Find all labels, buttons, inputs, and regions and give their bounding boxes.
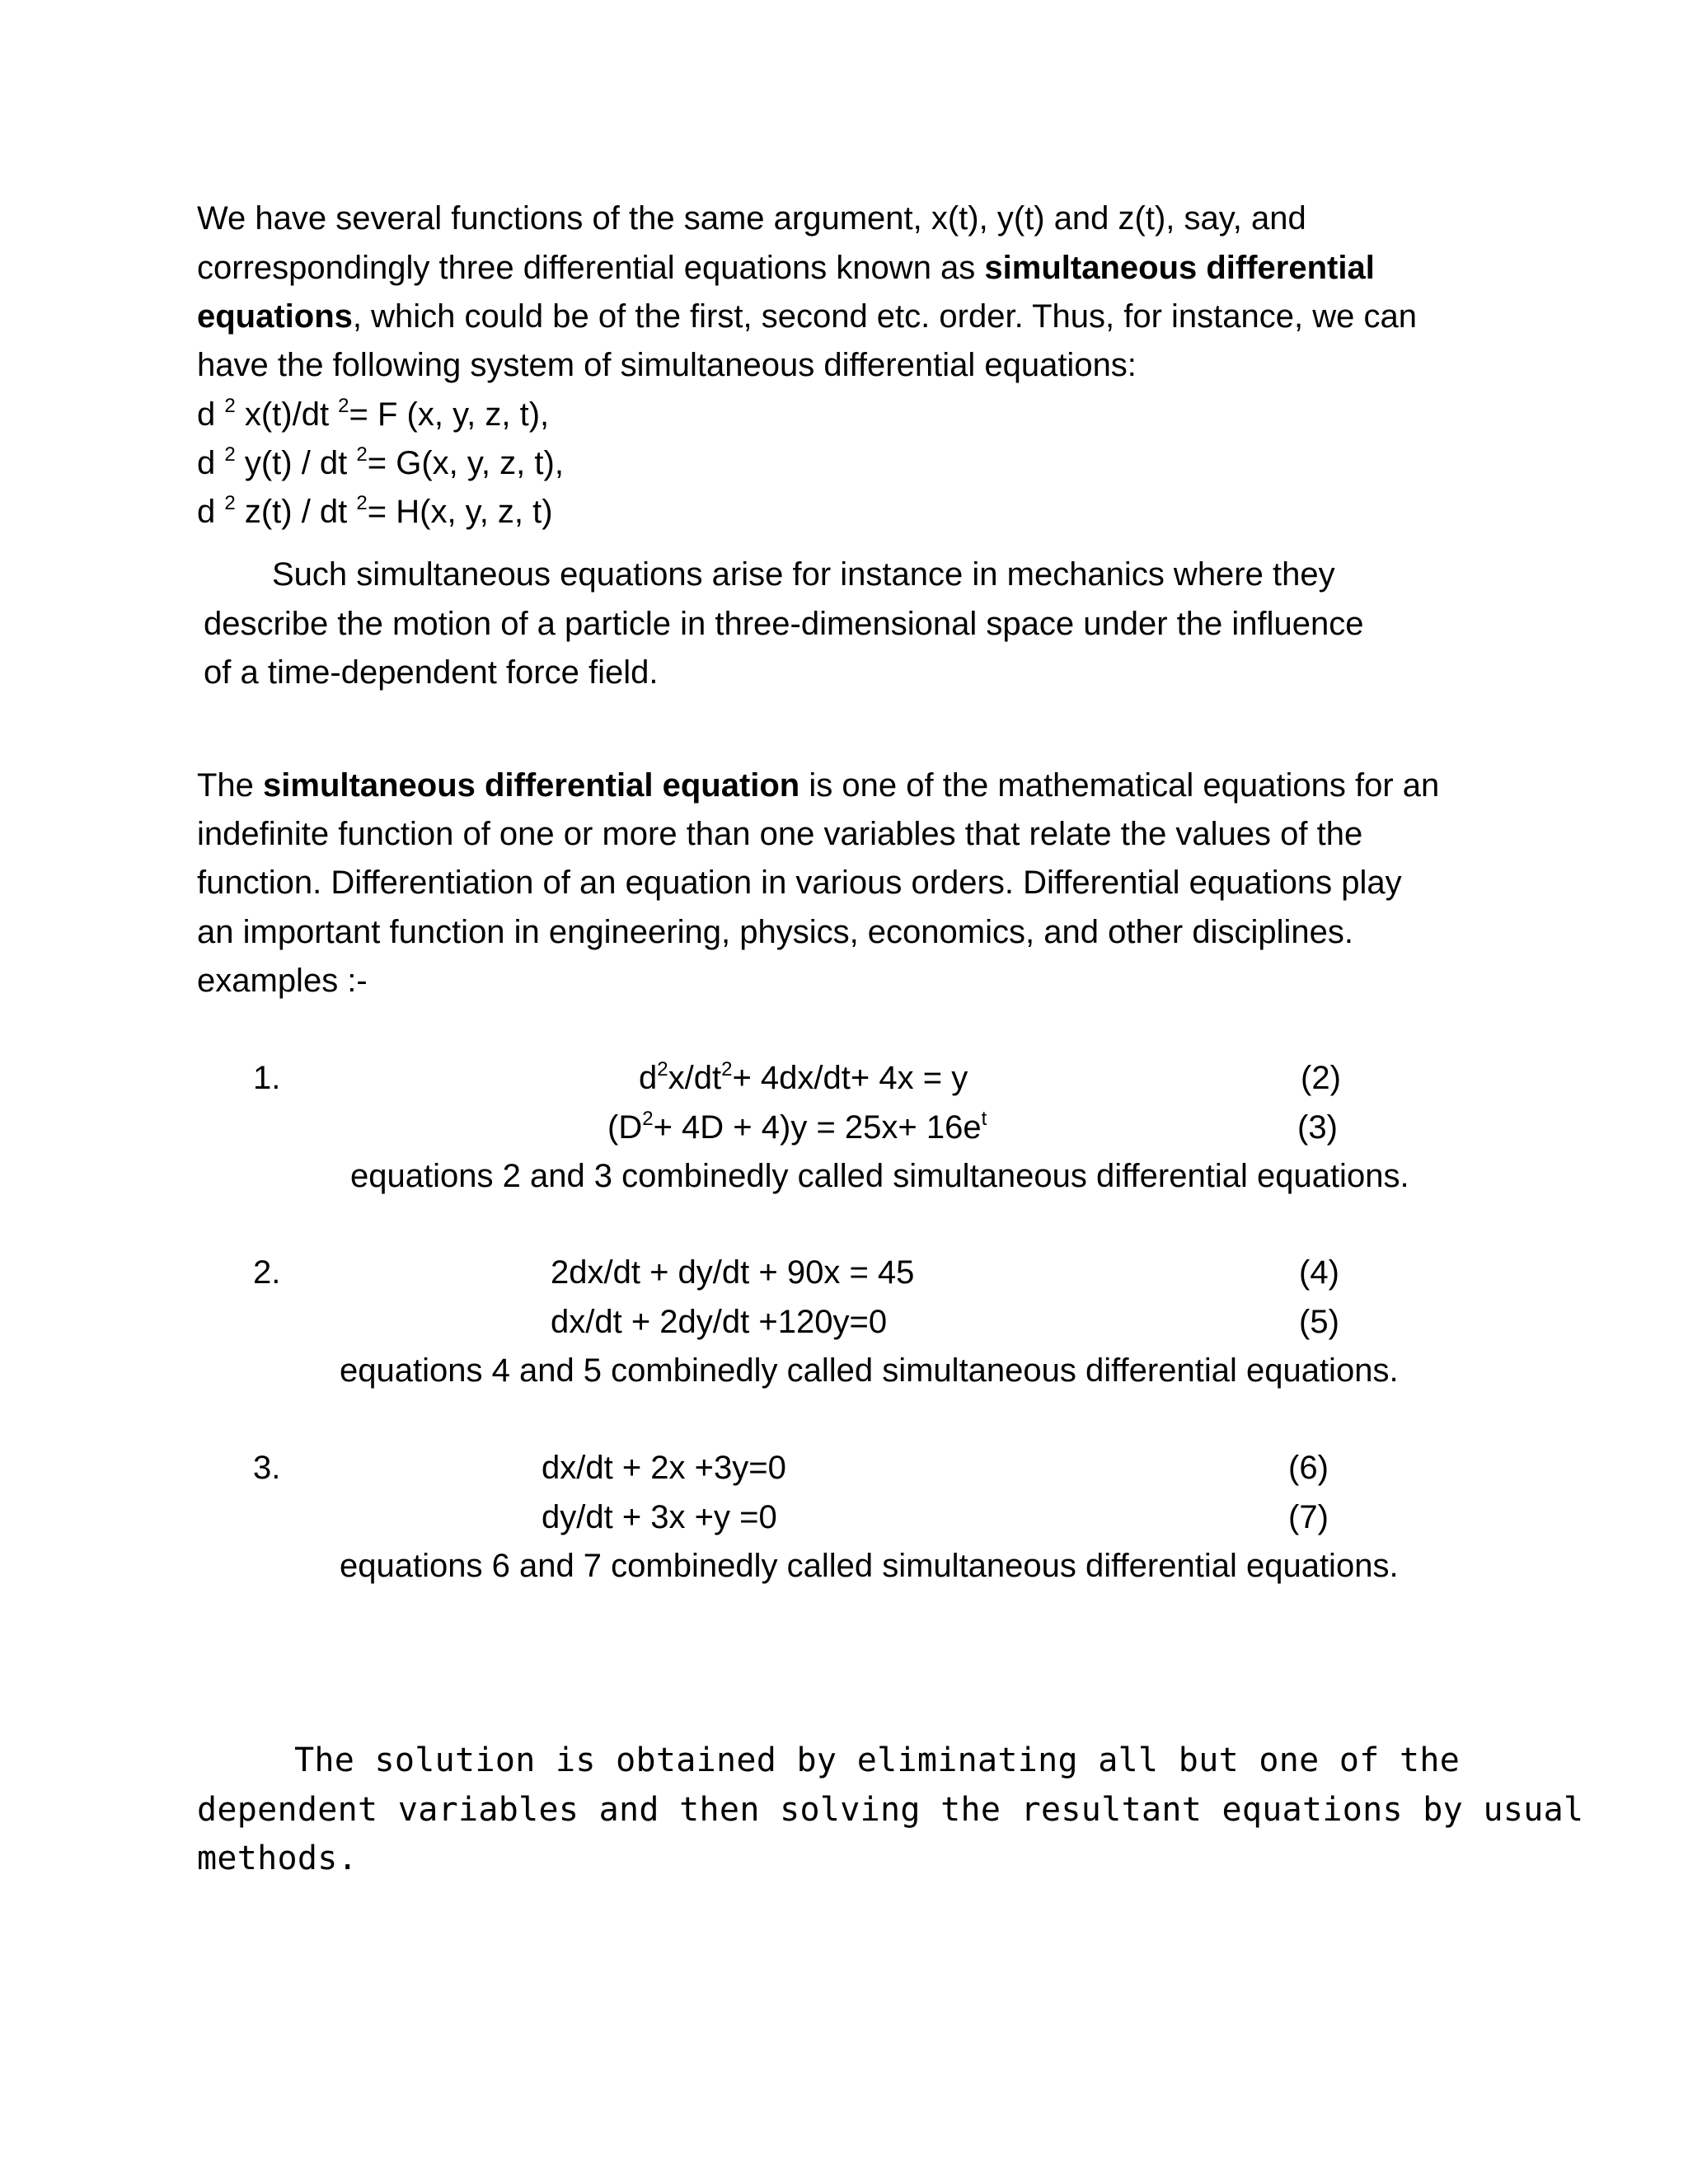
definition-line-4: an important function in engineering, physics, economics, and other disciplines. [197, 914, 1354, 950]
superscript: 2 [224, 492, 236, 514]
intro-line-1: We have several functions of the same argument, x(t), y(t) and z(t), say, and [197, 200, 1306, 237]
eq-text: x/dt [668, 1060, 722, 1096]
superscript: t [981, 1108, 987, 1130]
example-3-tag-a: (6) [1288, 1450, 1329, 1486]
eq-text: + 4dx/dt+ 4x = y [732, 1060, 968, 1096]
definition-text: is one of the mathematical equations for an [799, 767, 1440, 804]
intro-line-3-text: , which could be of the first, second etc. order. Thus, for instance, we can [352, 298, 1417, 335]
superscript: 2 [642, 1108, 654, 1130]
solution-line-1: The solution is obtained by eliminating all but one of the [294, 1741, 1461, 1779]
superscript: 2 [224, 443, 236, 466]
intro-line-4: have the following system of simultaneous differential equations: [197, 347, 1137, 383]
example-2-equation-a: 2dx/dt + dy/dt + 90x = 45 [551, 1254, 915, 1291]
eq-text: = F (x, y, z, t), [349, 396, 550, 433]
superscript: 2 [356, 492, 368, 514]
eq-text: + 4D + 4)y = 25x+ 16e [653, 1109, 982, 1146]
intro-line-2 [197, 249, 1375, 287]
example-2-number: 2. [253, 1254, 281, 1291]
mechanics-line-2: describe the motion of a particle in three-dimensional space under the influence [204, 606, 1364, 642]
example-3-tag-b: (7) [1288, 1499, 1329, 1535]
eq-text: d [639, 1060, 658, 1096]
example-2-tag-b: (5) [1299, 1304, 1339, 1340]
eq-text: (D [607, 1109, 643, 1146]
intro-line-3 [197, 298, 1417, 335]
example-2-tag-a: (4) [1299, 1254, 1339, 1291]
definition-line-5: examples :- [197, 963, 368, 999]
eq-text: d [197, 396, 225, 433]
eq-text: = G(x, y, z, t), [367, 445, 564, 481]
superscript: 2 [224, 395, 236, 417]
superscript: 2 [721, 1058, 733, 1080]
intro-line-2-text: correspondingly three differential equations known as [197, 250, 985, 286]
eq-text: x(t)/dt [235, 396, 339, 433]
eq-text: d [197, 445, 225, 481]
definition-bold-term: simultaneous differential equation [263, 767, 800, 804]
mechanics-line-1: Such simultaneous equations arise for instance in mechanics where they [272, 556, 1335, 593]
example-3-note: equations 6 and 7 combinedly called simultaneous differential equations. [340, 1548, 1399, 1584]
example-3-number: 3. [253, 1450, 281, 1486]
example-2-note: equations 4 and 5 combinedly called simultaneous differential equations. [340, 1352, 1399, 1389]
eq-text: d [197, 494, 225, 530]
solution-line-3: methods. [197, 1840, 359, 1877]
eq-text: = H(x, y, z, t) [367, 494, 553, 530]
system-equation-z [197, 493, 553, 531]
system-equation-x [197, 396, 549, 434]
eq-text: y(t) / dt [235, 445, 357, 481]
definition-line-3: function. Differentiation of an equation in various orders. Differential equations play [197, 865, 1402, 901]
example-1-number: 1. [253, 1060, 281, 1096]
superscript: 2 [657, 1058, 668, 1080]
example-3-equation-b: dy/dt + 3x +y =0 [542, 1499, 777, 1535]
example-1-tag-b: (3) [1297, 1109, 1338, 1146]
definition-line-2: indefinite function of one or more than one variables that relate the values of the [197, 816, 1363, 852]
eq-text: z(t) / dt [235, 494, 357, 530]
example-1-note: equations 2 and 3 combinedly called simultaneous differential equations. [350, 1158, 1409, 1194]
intro-bold-term: simultaneous differential [984, 250, 1375, 286]
superscript: 2 [356, 443, 368, 466]
mechanics-line-3: of a time-dependent force field. [204, 654, 659, 691]
example-2-equation-b: dx/dt + 2dy/dt +120y=0 [551, 1304, 888, 1340]
solution-line-2: dependent variables and then solving the resultant equations by usual [197, 1791, 1584, 1829]
system-equation-y [197, 444, 564, 482]
example-1-tag-a: (2) [1301, 1060, 1341, 1096]
example-1-equation-b [607, 1108, 987, 1146]
superscript: 2 [338, 395, 349, 417]
example-3-equation-a: dx/dt + 2x +3y=0 [542, 1450, 786, 1486]
definition-text: The [197, 767, 264, 804]
definition-line-1 [197, 766, 1439, 804]
intro-bold-term-cont: equations [197, 298, 353, 335]
example-1-equation-a [639, 1059, 968, 1097]
